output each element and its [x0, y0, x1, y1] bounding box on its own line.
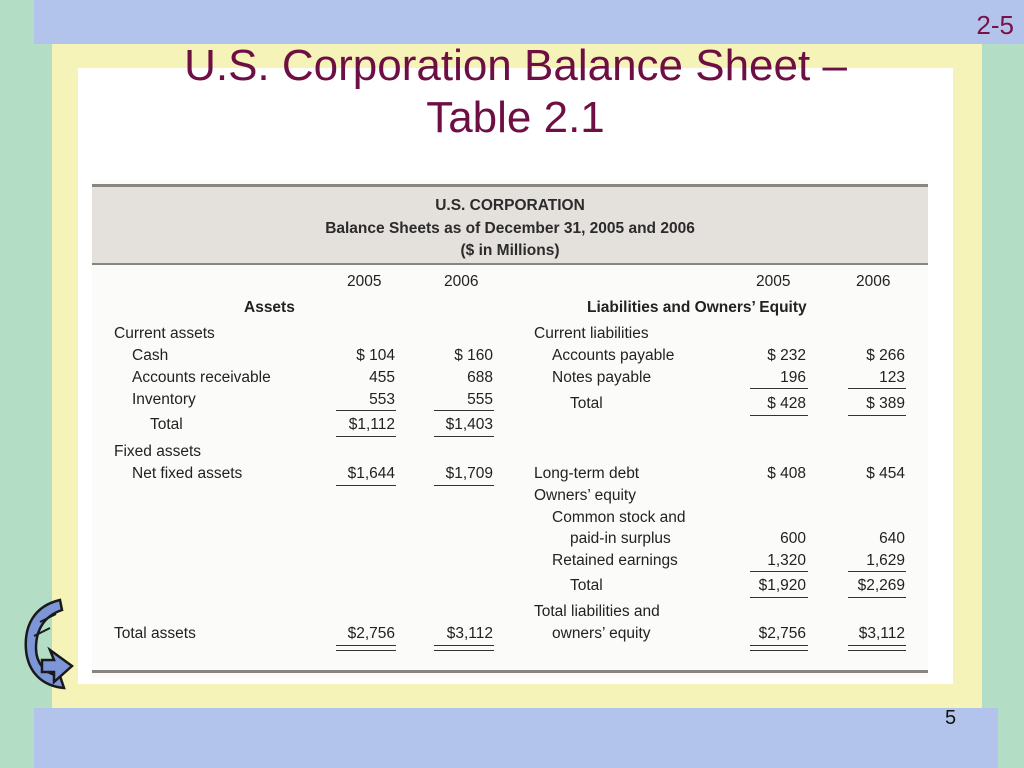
underline [750, 415, 808, 416]
underline [750, 388, 808, 389]
np-label: Notes payable [552, 369, 652, 386]
long-term-debt-2005: $ 408 [767, 465, 806, 482]
underline [848, 415, 906, 416]
common-stock-label-line-2: paid-in surplus [570, 530, 671, 547]
cash-2005: $ 104 [356, 347, 395, 364]
table-header [92, 184, 928, 265]
table-subtitle: Balance Sheets as of December 31, 2005 and 2006 [325, 220, 695, 237]
total-current-liabilities-2005: $ 428 [767, 395, 806, 412]
total-equity-label: Total [570, 577, 603, 594]
current-assets-label: Current assets [114, 325, 215, 342]
long-term-debt-label: Long-term debt [534, 465, 640, 482]
liabilities-heading: Liabilities and Owners’ Equity [587, 299, 807, 316]
net-fixed-assets-2005: $1,644 [347, 465, 395, 482]
underline [434, 485, 494, 486]
retained-earnings-2005: 1,320 [767, 552, 806, 569]
total-current-assets-2006: $1,403 [445, 416, 493, 433]
double-underline [336, 645, 396, 651]
underline [848, 571, 906, 572]
table-units: ($ in Millions) [460, 242, 560, 259]
inventory-2006: 555 [467, 391, 493, 408]
owners-equity-label: Owners’ equity [534, 487, 636, 504]
ar-2006: 688 [467, 369, 493, 386]
underline [434, 436, 494, 437]
double-underline [434, 645, 494, 651]
total-le-2005: $2,756 [758, 625, 806, 642]
fixed-assets-label: Fixed assets [114, 443, 202, 460]
total-le-label-line-1: Total liabilities and [534, 603, 660, 620]
double-underline [848, 645, 906, 651]
cash-label: Cash [132, 347, 169, 364]
total-le-2006: $3,112 [858, 625, 905, 642]
ar-2005: 455 [369, 369, 395, 386]
long-term-debt-2006: $ 454 [866, 465, 905, 482]
year-header-2005-liab: 2005 [756, 273, 791, 290]
total-current-liabilities-2006: $ 389 [866, 395, 905, 412]
year-header-2005-assets: 2005 [347, 273, 382, 290]
retained-earnings-label: Retained earnings [552, 552, 678, 569]
ap-2006: $ 266 [866, 347, 905, 364]
page-number: 5 [945, 707, 957, 729]
slide-title-line-1: U.S. Corporation Balance Sheet – [184, 41, 847, 90]
total-current-liabilities-label: Total [570, 395, 603, 412]
total-current-assets-label: Total [150, 416, 183, 433]
underline [336, 410, 396, 411]
slide-title-line-2: Table 2.1 [426, 93, 605, 142]
table-bottom-rule [92, 670, 928, 673]
double-underline [750, 645, 808, 651]
inventory-2005: 553 [369, 391, 395, 408]
common-stock-label-line-1: Common stock and [552, 509, 686, 526]
balance-sheet-table [92, 180, 928, 678]
total-assets-2006: $3,112 [446, 625, 493, 642]
inventory-label: Inventory [132, 391, 196, 408]
top-band [34, 0, 1024, 44]
underline [336, 485, 396, 486]
total-current-assets-2005: $1,112 [348, 416, 395, 433]
np-2005: 196 [780, 369, 806, 386]
underline [750, 571, 808, 572]
slide-title [78, 40, 953, 144]
bottom-band [34, 708, 998, 768]
common-stock-2005: 600 [780, 530, 806, 547]
underline [336, 436, 396, 437]
total-assets-2005: $2,756 [347, 625, 395, 642]
underline [434, 410, 494, 411]
cash-2006: $ 160 [454, 347, 493, 364]
total-assets-label: Total assets [114, 625, 196, 642]
common-stock-2006: 640 [879, 530, 905, 547]
np-2006: 123 [879, 369, 905, 386]
year-header-2006-liab: 2006 [856, 273, 891, 290]
underline [848, 597, 906, 598]
net-fixed-assets-label: Net fixed assets [132, 465, 243, 482]
ar-label: Accounts receivable [132, 369, 271, 386]
return-arrow-icon[interactable] [20, 596, 76, 692]
year-header-2006-assets: 2006 [444, 273, 479, 290]
total-le-label-line-2: owners’ equity [552, 625, 651, 642]
ap-label: Accounts payable [552, 347, 675, 364]
current-liabilities-label: Current liabilities [534, 325, 649, 342]
ap-2005: $ 232 [767, 347, 806, 364]
underline [848, 388, 906, 389]
total-equity-2006: $2,269 [857, 577, 905, 594]
retained-earnings-2006: 1,629 [866, 552, 905, 569]
underline [750, 597, 808, 598]
company-name: U.S. CORPORATION [435, 197, 585, 214]
assets-heading: Assets [244, 299, 295, 316]
slide-code: 2-5 [976, 10, 1014, 40]
total-equity-2005: $1,920 [758, 577, 806, 594]
net-fixed-assets-2006: $1,709 [445, 465, 493, 482]
